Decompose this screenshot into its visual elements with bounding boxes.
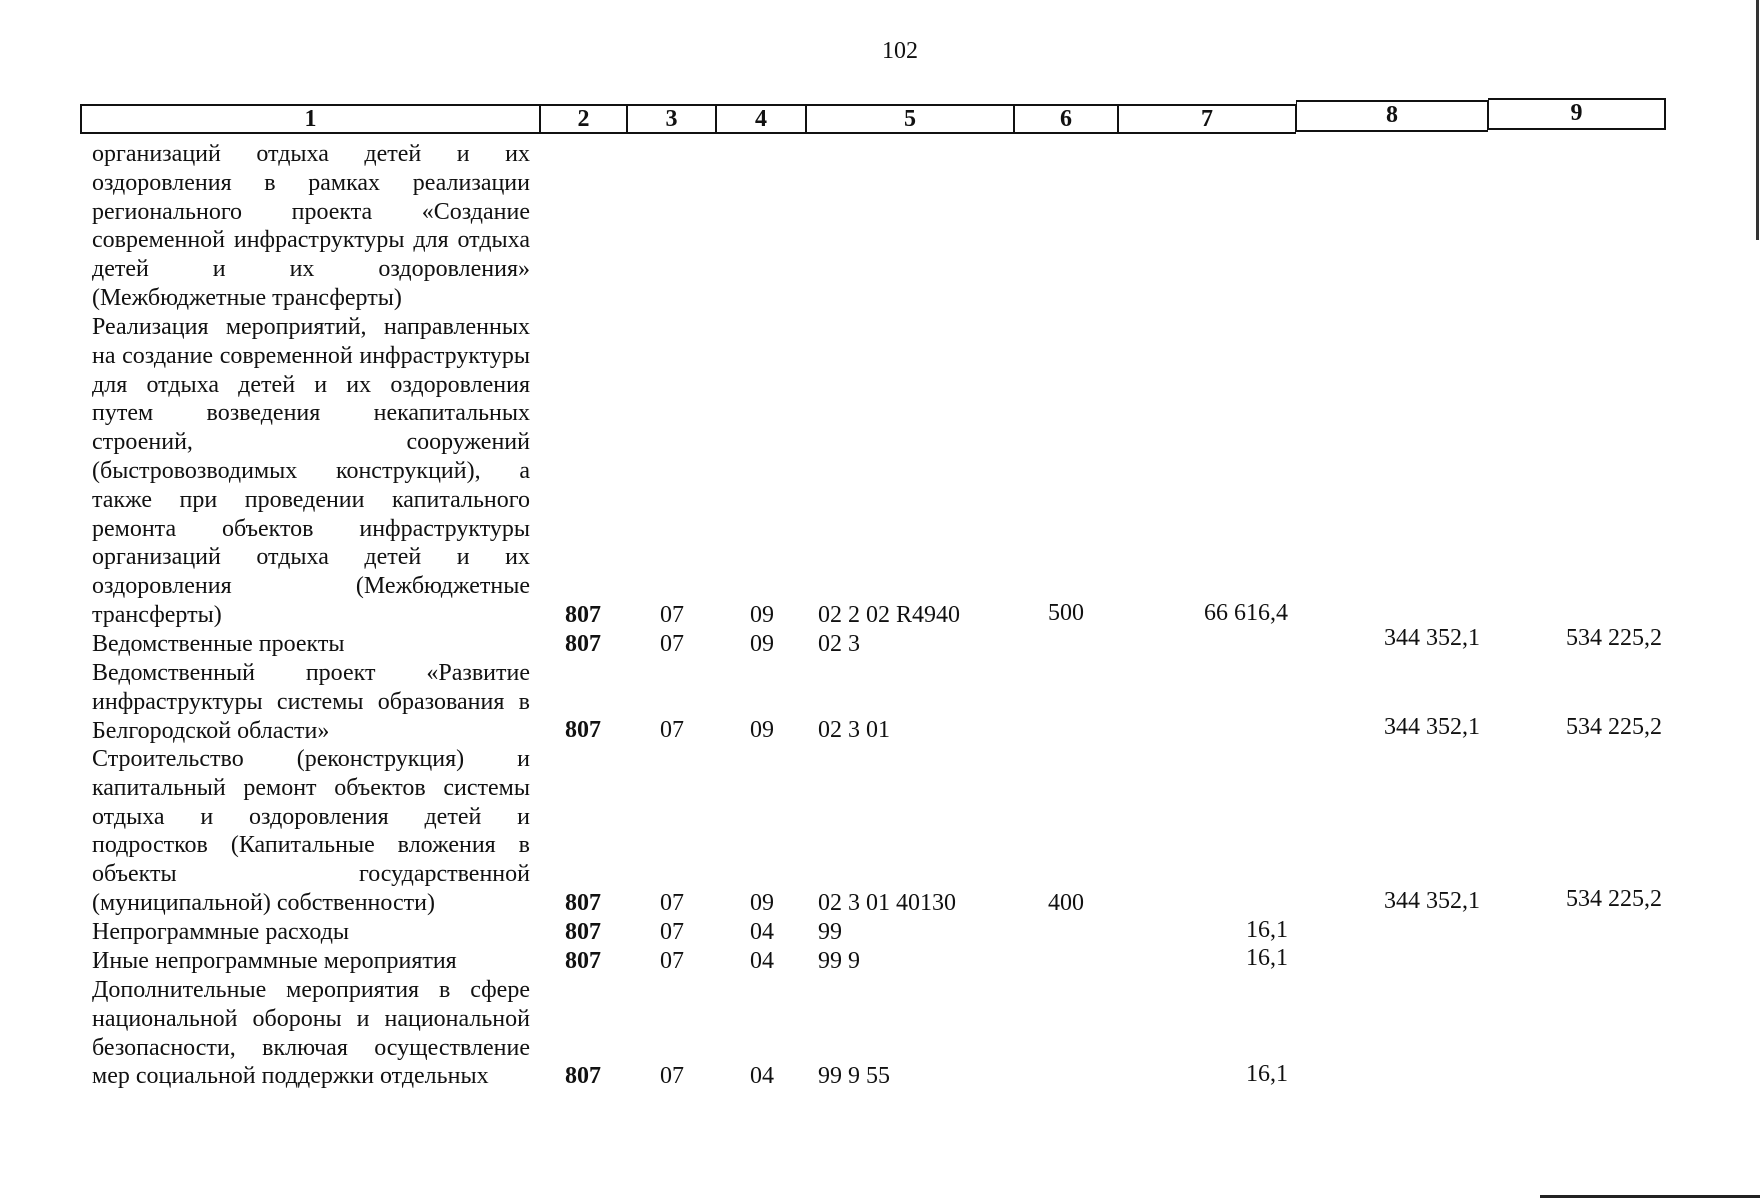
scan-edge-line	[1756, 0, 1759, 240]
row-name: Ведомственный проект «Развитие инфраструктуры системы образования в Белгородской области»	[92, 660, 530, 744]
row-section: 07	[660, 948, 684, 974]
row-target-article: 99 9	[818, 948, 860, 974]
row-subsection: 09	[750, 631, 774, 657]
row-grbs: 807	[565, 602, 601, 628]
row-section: 07	[660, 717, 684, 743]
row-target-article: 02 3	[818, 631, 860, 657]
row-sum-col9: 534 225,2	[1566, 625, 1662, 651]
header-col-8: 8	[1296, 100, 1488, 132]
header-col-4: 4	[716, 104, 806, 134]
header-col-9: 9	[1488, 98, 1666, 130]
row-section: 07	[660, 631, 684, 657]
row-grbs: 807	[565, 948, 601, 974]
row-name: Непрограммные расходы	[92, 919, 350, 945]
row-subsection: 04	[750, 948, 774, 974]
header-col-2: 2	[540, 104, 627, 134]
row-sum-col7: 16,1	[1246, 917, 1288, 943]
row-target-article: 02 3 01 40130	[818, 890, 956, 916]
row-grbs: 807	[565, 890, 601, 916]
row-sum-col8: 344 352,1	[1384, 888, 1480, 914]
header-col-5: 5	[806, 104, 1014, 134]
scan-bottom-rule	[1540, 1195, 1760, 1198]
row-sum-col7: 16,1	[1246, 945, 1288, 971]
row-subsection: 09	[750, 602, 774, 628]
row-expense-type: 500	[1048, 600, 1084, 626]
row-name: Дополнительные мероприятия в сфере национальной обороны и национальной безопасности, включая осуществление мер социальной поддержки отдельных	[92, 977, 530, 1090]
header-col-3: 3	[627, 104, 716, 134]
row-expense-type: 400	[1048, 890, 1084, 916]
row-section: 07	[660, 890, 684, 916]
row-name: Иные непрограммные мероприятия	[92, 948, 457, 974]
header-col-7: 7	[1118, 104, 1296, 134]
row-target-article: 02 2 02 R4940	[818, 602, 961, 628]
row-target-article: 99	[818, 919, 842, 945]
row-name: организаций отдыха детей и их оздоровления в рамках реализации регионального проекта «Создание современной инфраструктуры для отдыха детей и их оздоровления» (Межбюджетные трансферты)	[92, 141, 530, 311]
row-subsection: 09	[750, 890, 774, 916]
row-grbs: 807	[565, 631, 601, 657]
row-sum-col7: 66 616,4	[1204, 600, 1288, 626]
row-grbs: 807	[565, 1063, 601, 1089]
row-sum-col8: 344 352,1	[1384, 714, 1480, 740]
row-grbs: 807	[565, 919, 601, 945]
row-sum-col9: 534 225,2	[1566, 886, 1662, 912]
row-name: Реализация мероприятий, направленных на создание современной инфраструктуры для отдыха детей и их оздоровления путем возведения некапитальных строений, сооружений (быстровозводимых конструкций), а также при проведении капитального ремонта объектов инфраструктуры организаций отдыха детей и их оздоровления (Межбюджетные трансферты)	[92, 314, 530, 628]
row-subsection: 09	[750, 717, 774, 743]
row-subsection: 04	[750, 919, 774, 945]
row-section: 07	[660, 602, 684, 628]
row-section: 07	[660, 919, 684, 945]
row-subsection: 04	[750, 1063, 774, 1089]
row-section: 07	[660, 1063, 684, 1089]
row-name: Строительство (реконструкция) и капитальный ремонт объектов системы отдыха и оздоровления детей и подростков (Капитальные вложения в объекты государственной (муниципальной) собственности)	[92, 746, 530, 916]
header-col-6: 6	[1014, 104, 1118, 134]
row-target-article: 02 3 01	[818, 717, 890, 743]
page-number: 102	[882, 38, 918, 64]
row-sum-col8: 344 352,1	[1384, 625, 1480, 651]
row-grbs: 807	[565, 717, 601, 743]
row-name: Ведомственные проекты	[92, 631, 345, 657]
header-col-1: 1	[80, 104, 540, 134]
row-target-article: 99 9 55	[818, 1063, 890, 1089]
row-sum-col9: 534 225,2	[1566, 714, 1662, 740]
row-sum-col7: 16,1	[1246, 1061, 1288, 1087]
